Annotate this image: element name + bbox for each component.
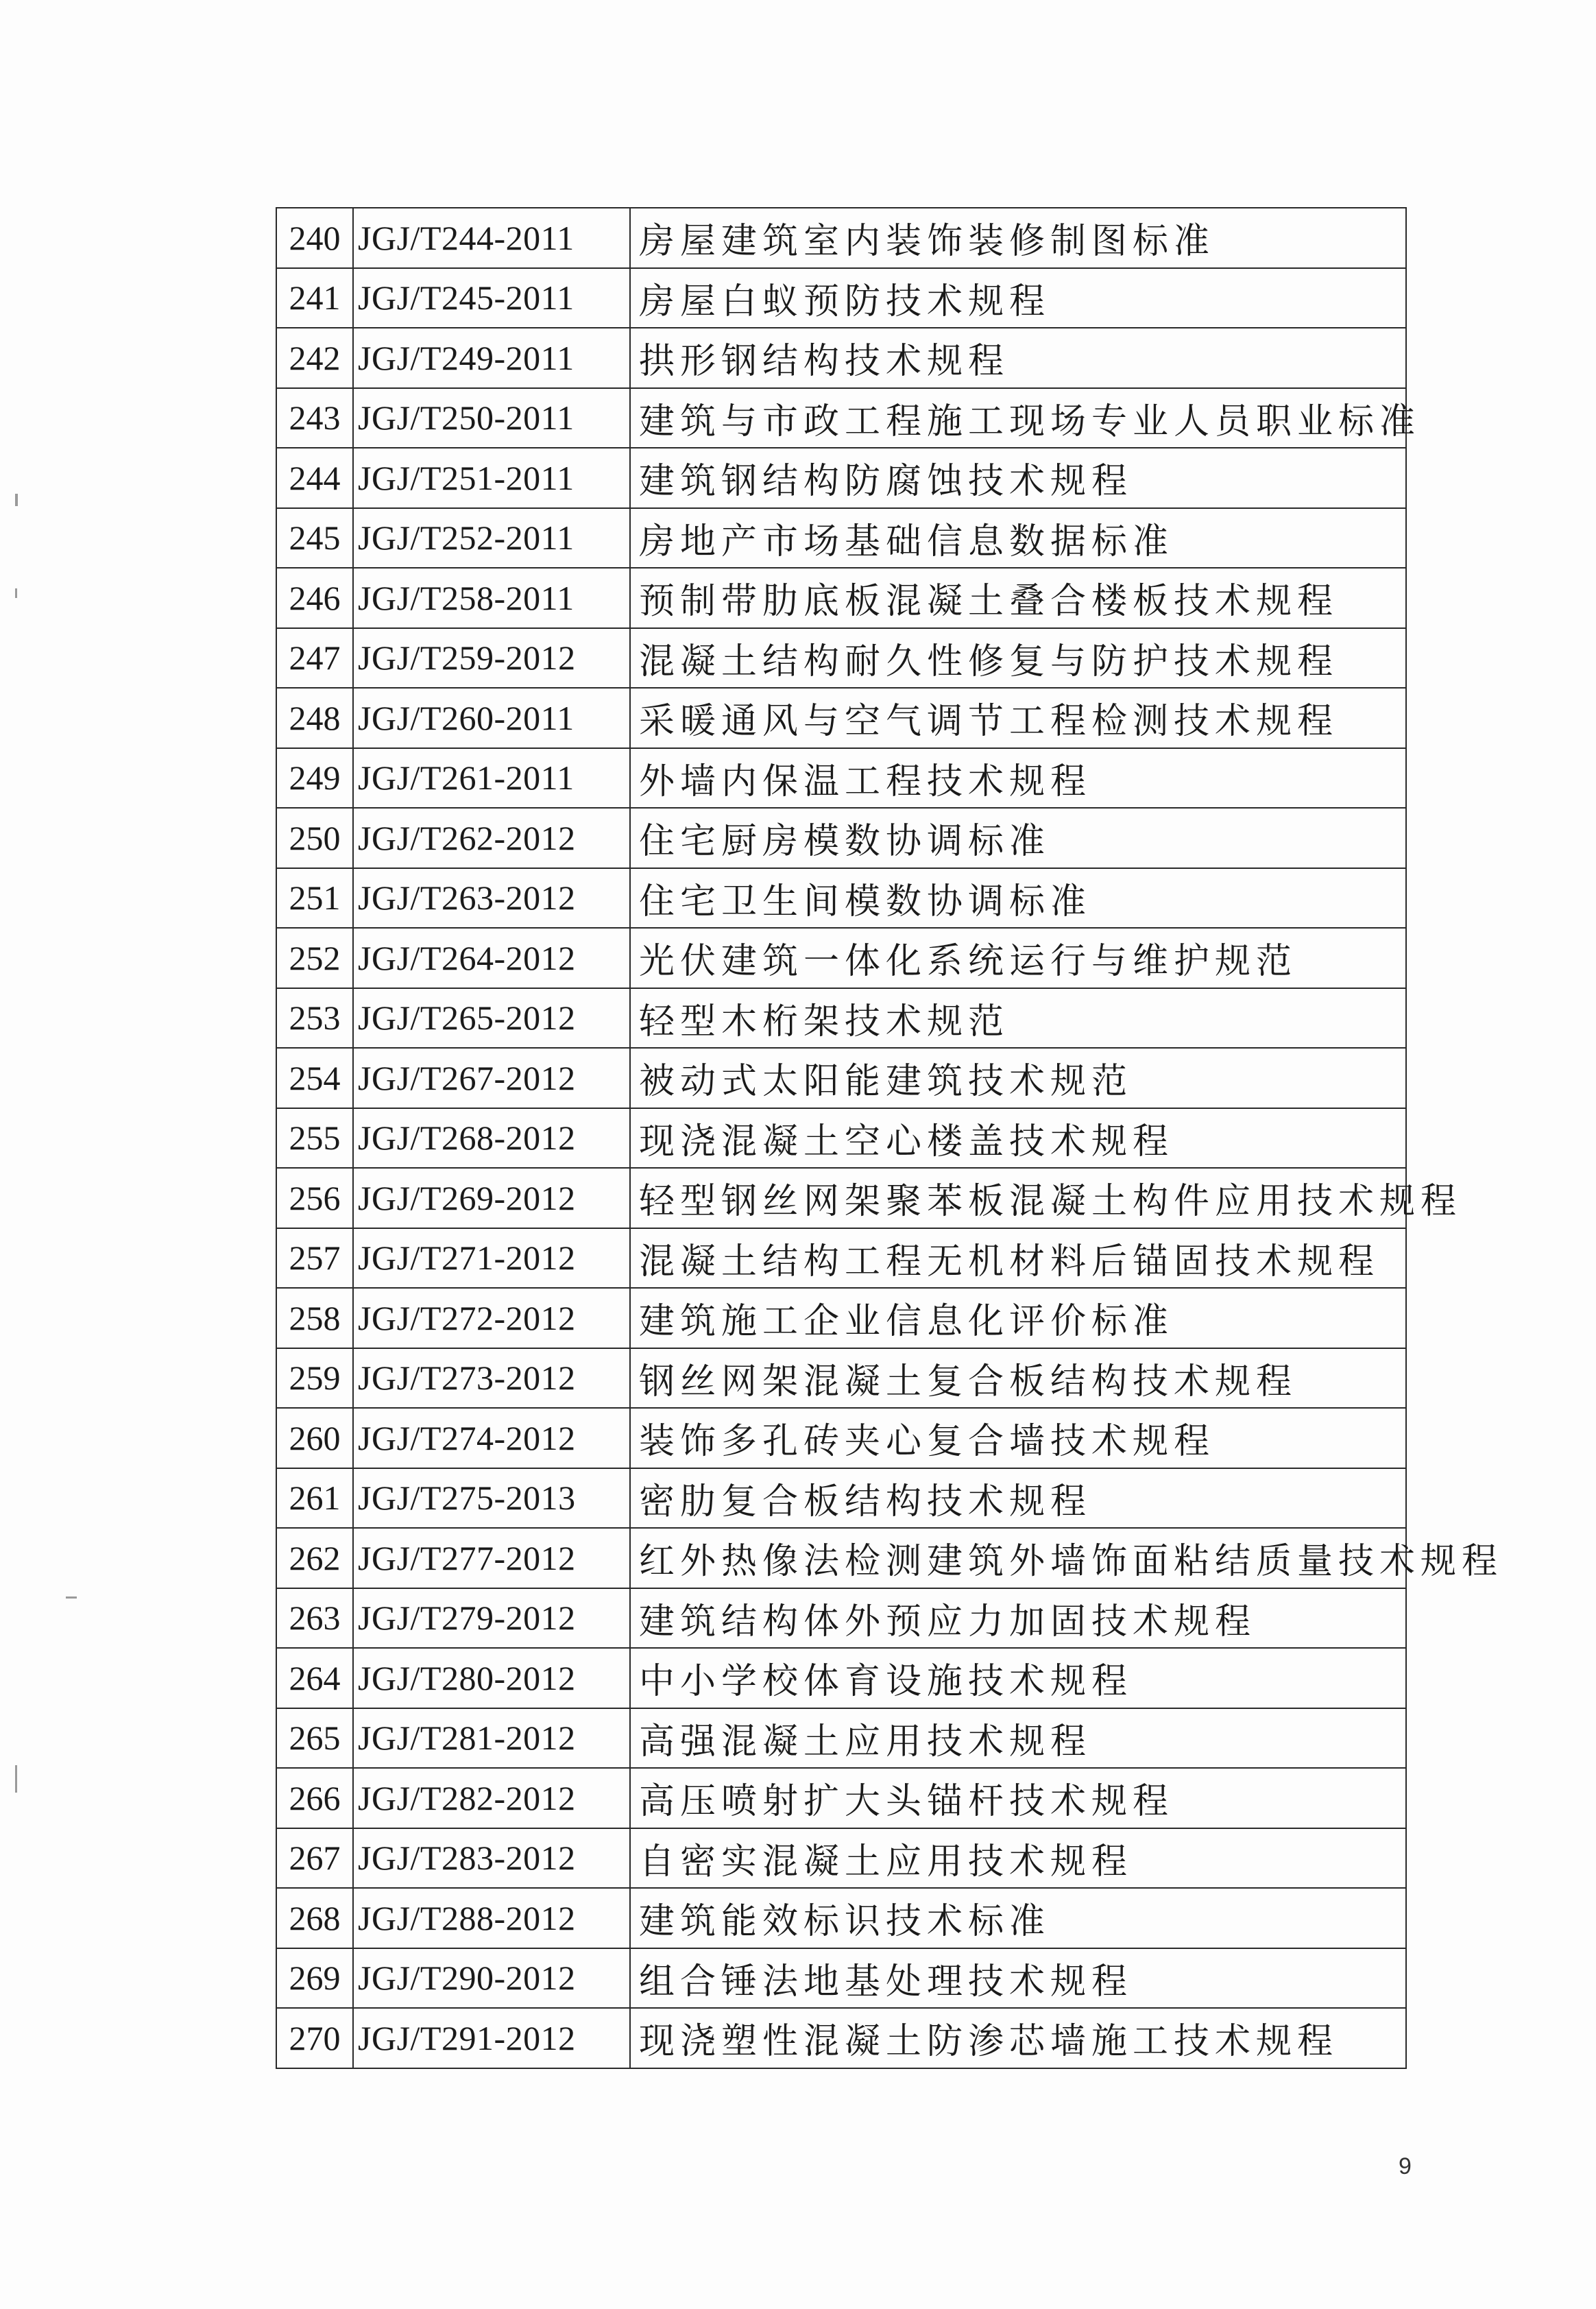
scan-mark [15,1765,17,1793]
row-number-cell: 251 [276,868,353,929]
table-row [276,208,1406,268]
table-row [276,388,1406,448]
standard-name-cell: 房地产市场基础信息数据标准 [630,508,1406,569]
row-number-cell: 244 [276,448,353,508]
table-row [276,1588,1406,1649]
standard-code-cell: JGJ/T252-2011 [353,508,630,569]
table-row [276,808,1406,868]
standard-name-cell: 混凝土结构工程无机材料后锚固技术规程 [630,1228,1406,1289]
standard-code-cell: JGJ/T269-2012 [353,1168,630,1228]
table-row [276,988,1406,1049]
row-number-cell: 269 [276,1948,353,2009]
table-row [276,1048,1406,1108]
standard-name-cell: 混凝土结构耐久性修复与防护技术规程 [630,628,1406,689]
table-row [276,1408,1406,1468]
standard-code-cell: JGJ/T259-2012 [353,628,630,689]
row-number-cell: 247 [276,628,353,689]
row-number-cell: 240 [276,208,353,268]
scan-mark [15,588,17,598]
standard-name-cell: 建筑钢结构防腐蚀技术规程 [630,448,1406,508]
standard-code-cell: JGJ/T275-2013 [353,1468,630,1529]
standard-name-cell: 房屋白蚁预防技术规程 [630,268,1406,328]
standard-code-cell: JGJ/T260-2011 [353,688,630,748]
table-row [276,1348,1406,1409]
standard-code-cell: JGJ/T288-2012 [353,1888,630,1948]
row-number-cell: 263 [276,1588,353,1649]
standard-name-cell: 建筑施工企业信息化评价标准 [630,1288,1406,1348]
row-number-cell: 252 [276,928,353,988]
standard-name-cell: 轻型钢丝网架聚苯板混凝土构件应用技术规程 [630,1168,1406,1228]
row-number-cell: 255 [276,1108,353,1169]
table-row [276,1888,1406,1948]
standard-code-cell: JGJ/T291-2012 [353,2008,630,2068]
standard-name-cell: 建筑与市政工程施工现场专业人员职业标准 [630,388,1406,448]
standard-name-cell: 自密实混凝土应用技术规程 [630,1828,1406,1889]
row-number-cell: 256 [276,1168,353,1228]
table-row [276,1948,1406,2009]
standard-code-cell: JGJ/T290-2012 [353,1948,630,2009]
table-row [276,748,1406,809]
row-number-cell: 262 [276,1528,353,1588]
standard-code-cell: JGJ/T249-2011 [353,328,630,388]
table-row [276,1828,1406,1889]
row-number-cell: 270 [276,2008,353,2068]
standard-code-cell: JGJ/T268-2012 [353,1108,630,1169]
page-number: 9 [1399,2153,1412,2179]
standard-code-cell: JGJ/T258-2011 [353,568,630,628]
table-row [276,1708,1406,1769]
table-row [276,688,1406,748]
row-number-cell: 261 [276,1468,353,1529]
standard-name-cell: 中小学校体育设施技术规程 [630,1648,1406,1708]
row-number-cell: 243 [276,388,353,448]
standard-name-cell: 建筑能效标识技术标准 [630,1888,1406,1948]
scan-mark [15,494,18,506]
row-number-cell: 259 [276,1348,353,1409]
standard-name-cell: 预制带肋底板混凝土叠合楼板技术规程 [630,568,1406,628]
table-row [276,1768,1406,1828]
standard-name-cell: 红外热像法检测建筑外墙饰面粘结质量技术规程 [630,1528,1406,1588]
standard-name-cell: 外墙内保温工程技术规程 [630,748,1406,809]
row-number-cell: 253 [276,988,353,1049]
standard-name-cell: 装饰多孔砖夹心复合墙技术规程 [630,1408,1406,1468]
table-body [276,208,1503,2068]
standard-code-cell: JGJ/T245-2011 [353,268,630,328]
row-number-cell: 246 [276,568,353,628]
standard-code-cell: JGJ/T282-2012 [353,1768,630,1828]
standard-code-cell: JGJ/T280-2012 [353,1648,630,1708]
standard-code-cell: JGJ/T274-2012 [353,1408,630,1468]
row-number-cell: 248 [276,688,353,748]
standard-name-cell: 采暖通风与空气调节工程检测技术规程 [630,688,1406,748]
standard-code-cell: JGJ/T264-2012 [353,928,630,988]
row-number-cell: 250 [276,808,353,868]
standard-name-cell: 被动式太阳能建筑技术规范 [630,1048,1406,1108]
table-row [276,1648,1406,1708]
standard-code-cell: JGJ/T244-2011 [353,208,630,268]
row-number-cell: 267 [276,1828,353,1889]
table-row [276,448,1406,508]
row-number-cell: 258 [276,1288,353,1348]
row-number-cell: 254 [276,1048,353,1108]
standard-code-cell: JGJ/T267-2012 [353,1048,630,1108]
row-number-cell: 242 [276,328,353,388]
table-row [276,1228,1406,1289]
standard-name-cell: 现浇塑性混凝土防渗芯墙施工技术规程 [630,2008,1406,2068]
standard-code-cell: JGJ/T262-2012 [353,808,630,868]
table-row [276,268,1406,328]
standard-name-cell: 高强混凝土应用技术规程 [630,1708,1406,1769]
row-number-cell: 241 [276,268,353,328]
standard-code-cell: JGJ/T277-2012 [353,1528,630,1588]
standard-name-cell: 房屋建筑室内装饰装修制图标准 [630,208,1406,268]
row-number-cell: 257 [276,1228,353,1289]
standard-code-cell: JGJ/T279-2012 [353,1588,630,1649]
table-row [276,628,1406,689]
standard-code-cell: JGJ/T272-2012 [353,1288,630,1348]
standard-code-cell: JGJ/T281-2012 [353,1708,630,1769]
standards-table [276,207,1503,2069]
standard-name-cell: 拱形钢结构技术规程 [630,328,1406,388]
row-number-cell: 266 [276,1768,353,1828]
standard-name-cell: 轻型木桁架技术规范 [630,988,1406,1049]
standard-code-cell: JGJ/T263-2012 [353,868,630,929]
table-row [276,508,1406,569]
table-row [276,868,1406,929]
row-number-cell: 264 [276,1648,353,1708]
standard-code-cell: JGJ/T265-2012 [353,988,630,1049]
table-row [276,1108,1406,1169]
standard-name-cell: 建筑结构体外预应力加固技术规程 [630,1588,1406,1649]
standard-name-cell: 密肋复合板结构技术规程 [630,1468,1406,1529]
standards-table-container [276,207,1503,2069]
standard-name-cell: 组合锤法地基处理技术规程 [630,1948,1406,2009]
standard-code-cell: JGJ/T273-2012 [353,1348,630,1409]
row-number-cell: 249 [276,748,353,809]
table-row [276,568,1406,628]
table-row [276,1528,1406,1588]
row-number-cell: 268 [276,1888,353,1948]
row-number-cell: 260 [276,1408,353,1468]
standard-name-cell: 钢丝网架混凝土复合板结构技术规程 [630,1348,1406,1409]
table-row [276,1168,1406,1228]
standard-code-cell: JGJ/T261-2011 [353,748,630,809]
table-row [276,928,1406,988]
standard-code-cell: JGJ/T283-2012 [353,1828,630,1889]
standard-code-cell: JGJ/T250-2011 [353,388,630,448]
table-row [276,328,1406,388]
table-row [276,2008,1406,2068]
table-row [276,1288,1406,1348]
row-number-cell: 245 [276,508,353,569]
scan-mark [66,1596,77,1599]
row-number-cell: 265 [276,1708,353,1769]
standard-name-cell: 高压喷射扩大头锚杆技术规程 [630,1768,1406,1828]
table-row [276,1468,1406,1529]
standard-name-cell: 住宅卫生间模数协调标准 [630,868,1406,929]
standard-name-cell: 光伏建筑一体化系统运行与维护规范 [630,928,1406,988]
standard-code-cell: JGJ/T271-2012 [353,1228,630,1289]
standard-code-cell: JGJ/T251-2011 [353,448,630,508]
standard-name-cell: 现浇混凝土空心楼盖技术规程 [630,1108,1406,1169]
standard-name-cell: 住宅厨房模数协调标准 [630,808,1406,868]
